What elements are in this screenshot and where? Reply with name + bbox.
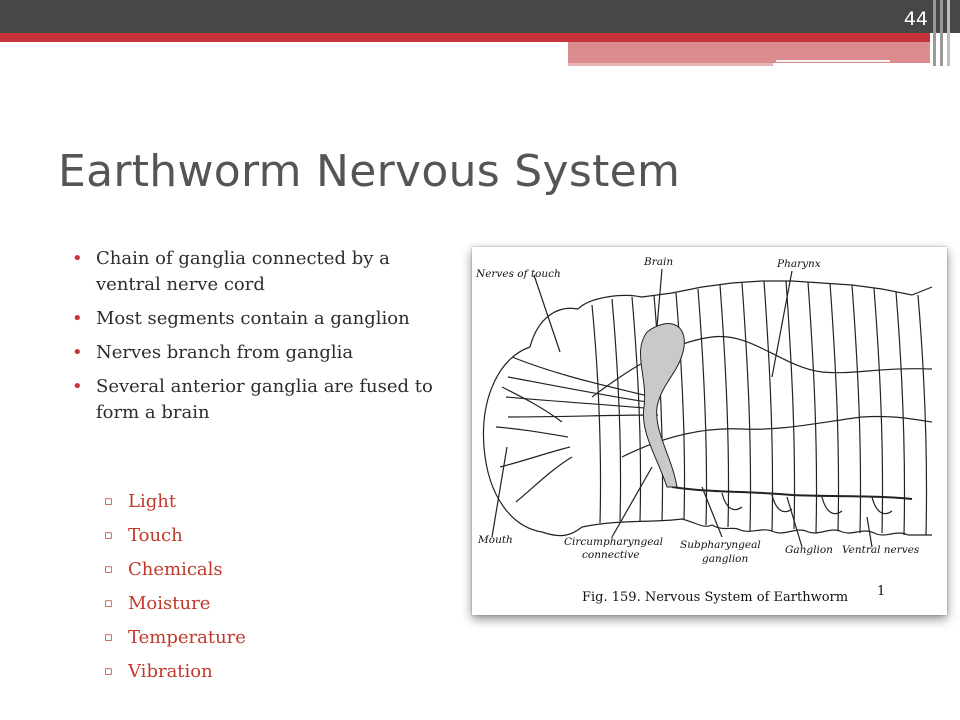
- figure-caption: Fig. 159. Nervous System of Earthworm: [582, 590, 849, 605]
- ventral-outline: [582, 519, 932, 535]
- sub-bullet-text: Vibration: [128, 661, 213, 682]
- bullet-list: [72, 246, 452, 434]
- slide-title: Earthworm Nervous System: [58, 146, 681, 197]
- bullet-dot-icon: •: [72, 248, 83, 269]
- label-connective: connective: [582, 549, 640, 561]
- bullet-item: [72, 374, 452, 426]
- figure-footnote: 1: [877, 584, 886, 599]
- label-pharynx: Pharynx: [777, 258, 821, 270]
- bullet-item: [72, 340, 452, 366]
- sub-bullet-item: [104, 519, 246, 553]
- earthworm-diagram: [472, 247, 947, 615]
- sub-bullet-item: [104, 485, 246, 519]
- sub-bullet-list: [104, 485, 246, 689]
- square-bullet-icon: ▫: [104, 562, 113, 577]
- square-bullet-icon: ▫: [104, 630, 113, 645]
- bullet-dot-icon: •: [72, 376, 83, 397]
- sub-bullet-item: [104, 621, 246, 655]
- sub-bullet-text: Moisture: [128, 593, 211, 614]
- accent-bar-faint: [568, 63, 773, 66]
- divider-line: [947, 0, 950, 66]
- bullet-text: Chain of ganglia connected by a ventral nerve cord: [96, 248, 390, 295]
- top-bar: [0, 0, 960, 33]
- divider-line: [933, 0, 936, 66]
- sub-bullet-text: Chemicals: [128, 559, 223, 580]
- bullet-text: Nerves branch from ganglia: [96, 342, 354, 363]
- sub-bullet-item: [104, 655, 246, 689]
- sub-bullet-text: Light: [128, 491, 177, 512]
- label-ventral-nerves: Ventral nerves: [842, 544, 920, 556]
- sub-bullet-item: [104, 553, 246, 587]
- slide-number: 44: [903, 8, 928, 30]
- bullet-dot-icon: •: [72, 342, 83, 363]
- label-nerves-of-touch: Nerves of touch: [476, 268, 561, 280]
- bullet-text: Most segments contain a ganglion: [96, 308, 410, 329]
- label-brain: Brain: [644, 256, 674, 268]
- label-subpharyngeal: Subpharyngeal: [680, 539, 761, 551]
- brain-shape: [640, 324, 684, 487]
- square-bullet-icon: ▫: [104, 494, 113, 509]
- divider-line: [940, 0, 943, 66]
- sub-bullet-text: Temperature: [128, 627, 246, 648]
- square-bullet-icon: ▫: [104, 596, 113, 611]
- label-circumpharyngeal: Circumpharyngeal: [564, 536, 664, 548]
- bullet-dot-icon: •: [72, 308, 83, 329]
- label-ganglion-sub: ganglion: [702, 553, 749, 565]
- square-bullet-icon: ▫: [104, 528, 113, 543]
- sub-bullet-text: Touch: [128, 525, 183, 546]
- label-ganglion: Ganglion: [785, 544, 833, 556]
- accent-bar: [0, 33, 930, 42]
- bullet-text: Several anterior ganglia are fused to form a brain: [96, 376, 433, 423]
- diagram-drawing: [472, 247, 947, 615]
- bullet-item: [72, 246, 452, 298]
- nerve-cord: [672, 487, 912, 499]
- accent-line-grey: [776, 60, 890, 62]
- bullet-item: [72, 306, 452, 332]
- head-outline: [483, 347, 542, 532]
- square-bullet-icon: ▫: [104, 664, 113, 679]
- label-mouth: Mouth: [478, 534, 513, 546]
- sub-bullet-item: [104, 587, 246, 621]
